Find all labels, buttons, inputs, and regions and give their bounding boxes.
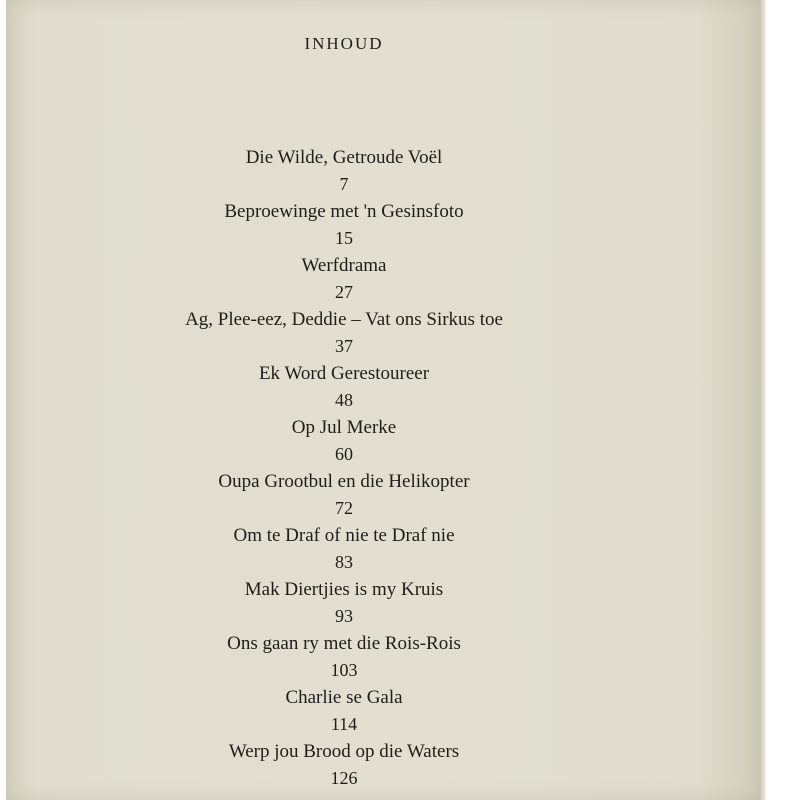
- toc-entry-page: 48: [335, 390, 353, 410]
- toc-entry-title: Beproewinge met 'n Gesinsfoto: [224, 201, 464, 222]
- table-of-contents: [6, 144, 682, 792]
- page-edge: [760, 0, 766, 800]
- toc-entry: [6, 306, 682, 360]
- toc-entry-title: Ek Word Gerestoureer: [258, 363, 430, 384]
- toc-entry-title: Werp jou Brood op die Waters: [228, 741, 460, 762]
- toc-entry: [6, 522, 682, 576]
- toc-entry-page: 60: [335, 444, 353, 464]
- toc-entry-title: Om te Draf of nie te Draf nie: [233, 525, 455, 546]
- toc-entry: [6, 414, 682, 468]
- toc-entry-page: 7: [339, 174, 349, 194]
- toc-entry-page: 72: [335, 498, 353, 518]
- toc-entry-title: Oupa Grootbul en die Helikopter: [218, 471, 470, 492]
- toc-entry-title: Op Jul Merke: [291, 417, 397, 438]
- toc-entry-page: 37: [335, 336, 353, 356]
- toc-entry: [6, 252, 682, 306]
- toc-entry-page: 103: [330, 660, 358, 680]
- toc-entry: [6, 360, 682, 414]
- toc-entry-title: Mak Diertjies is my Kruis: [244, 579, 444, 600]
- toc-entry-page: 27: [335, 282, 353, 302]
- toc-entry-title: Ons gaan ry met die Rois-Rois: [227, 633, 461, 654]
- toc-entry: [6, 198, 682, 252]
- toc-entry-page: 93: [335, 606, 353, 626]
- toc-entry-page: 114: [330, 714, 358, 734]
- toc-entry: [6, 630, 682, 684]
- toc-entry: [6, 468, 682, 522]
- book-page: [6, 0, 760, 800]
- toc-entry-page: 15: [335, 228, 353, 248]
- contents-heading: INHOUD: [304, 34, 384, 53]
- toc-entry-title: Die Wilde, Getroude Voël: [245, 147, 443, 168]
- toc-entry-page: 83: [335, 552, 353, 572]
- toc-entry-page: 126: [330, 768, 358, 788]
- toc-entry-title: Charlie se Gala: [285, 687, 403, 708]
- toc-entry: [6, 144, 682, 198]
- toc-entry-title: Ag, Plee-eez, Deddie – Vat ons Sirkus toe: [185, 309, 503, 330]
- toc-entry: [6, 738, 682, 792]
- toc-entry: [6, 684, 682, 738]
- toc-entry-title: Werfdrama: [301, 255, 387, 276]
- toc-entry: [6, 576, 682, 630]
